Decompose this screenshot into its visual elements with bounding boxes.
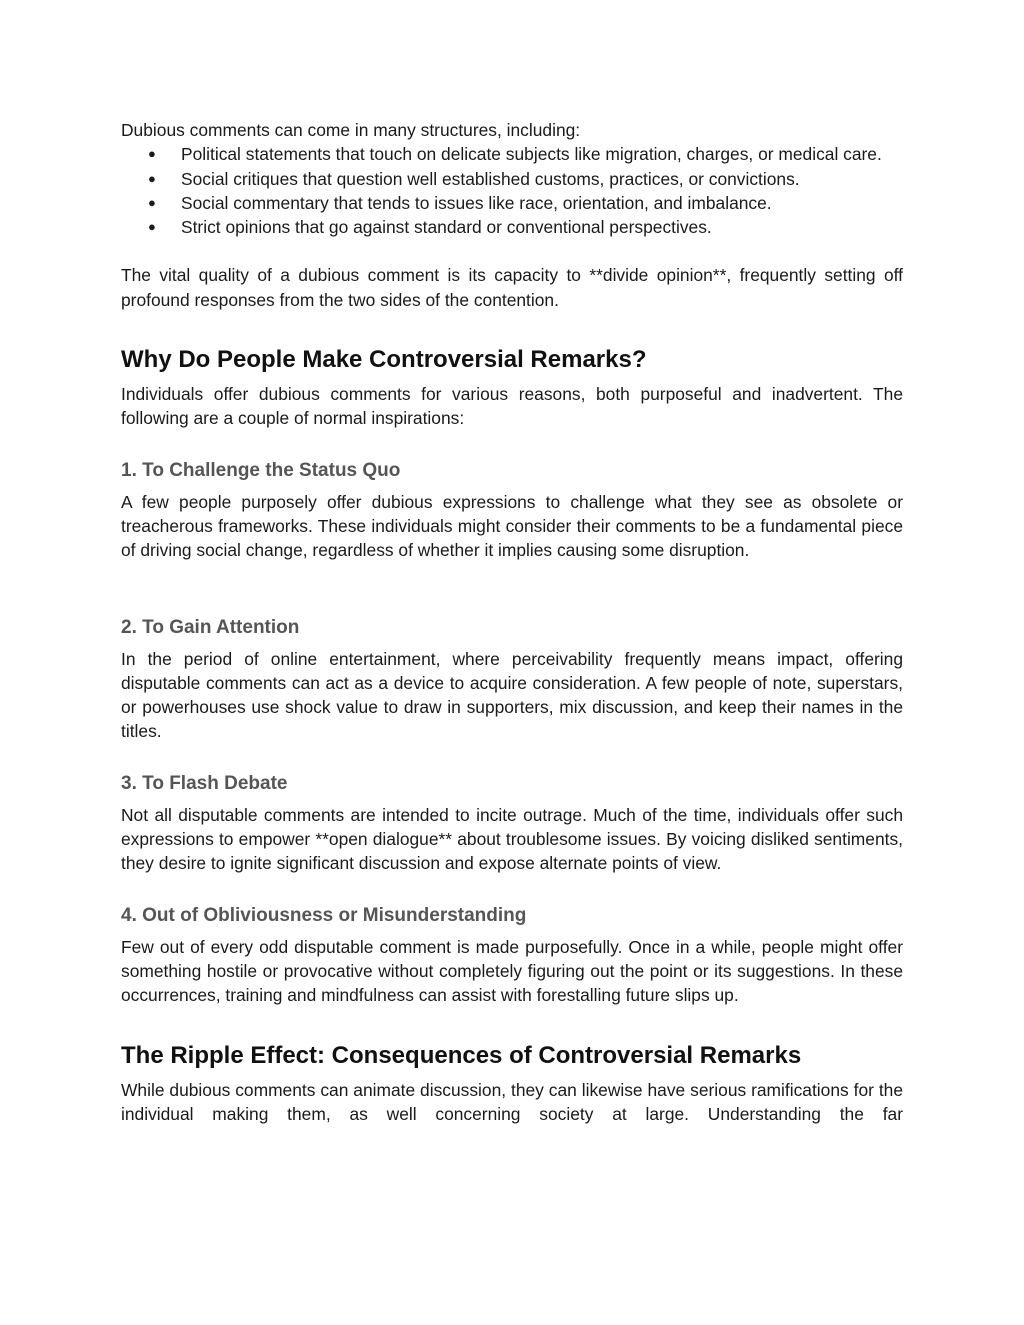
bullet-icon: ● (148, 194, 156, 210)
reason-body-1: A few people purposely offer dubious expressions to challenge what they see as obsolete or treacherous frameworks. These individuals might consider their comments to be a fundamental piece of driving social change, regardless of whether it implies causing some disruption. (121, 491, 903, 561)
section-heading-why: Why Do People Make Controversial Remarks? (121, 346, 647, 374)
list-item: ● Social commentary that tends to issues like race, orientation, and imbalance. (121, 191, 903, 215)
list-item: ● Strict opinions that go against standard or conventional perspectives. (121, 215, 903, 239)
why-intro-paragraph: Individuals offer dubious comments for various reasons, both purposeful and inadvertent. The following are a couple of normal inspirations: (121, 384, 903, 429)
reason-heading-4: 4. Out of Obliviousness or Misunderstanding (121, 904, 527, 926)
bullet-icon: ● (148, 146, 156, 162)
reason-body-2: In the period of online entertainment, where perceivability frequently means impact, offering disputable comments can act as a device to acquire consideration. A few people of note, superstars, or powerhouses use shock value to draw in supporters, mix discussion, and keep their names in the titles. (121, 648, 903, 742)
section-heading-ripple: The Ripple Effect: Consequences of Controversial Remarks (121, 1041, 802, 1069)
reason-heading-1: 1. To Challenge the Status Quo (121, 459, 401, 481)
intro-lead: Dubious comments can come in many structures, including: (121, 120, 581, 140)
reason-body-4: Few out of every odd disputable comment is made purposefully. Once in a while, people might offer something hostile or provocative without completely figuring out the point or its suggestions. In these occurrences, training and mindfulness can assist with forestalling future slips up. (121, 936, 903, 1006)
reason-heading-2: 2. To Gain Attention (121, 616, 300, 638)
reason-heading-3: 3. To Flash Debate (121, 772, 288, 794)
list-item: ● Social critiques that question well established customs, practices, or convictions. (121, 167, 903, 191)
ripple-paragraph: While dubious comments can animate discussion, they can likewise have serious ramifications for the individual making them, as well concerning society at large. Understanding the far (121, 1079, 903, 1124)
structures-list (121, 142, 903, 239)
bullet-icon: ● (148, 219, 156, 235)
document-page (121, 118, 903, 1126)
quality-paragraph: The vital quality of a dubious comment is its capacity to **divide opinion**, frequently setting off profound responses from the two sides of the contention. (121, 265, 903, 310)
list-item: ● Political statements that touch on delicate subjects like migration, charges, or medical care. (121, 142, 903, 166)
bullet-icon: ● (148, 170, 156, 186)
reason-body-3: Not all disputable comments are intended to incite outrage. Much of the time, individuals offer such expressions to empower **open dialogue** about troublesome issues. By voicing disliked sentiments, they desire to ignite significant discussion and expose alternate points of view. (121, 804, 903, 874)
